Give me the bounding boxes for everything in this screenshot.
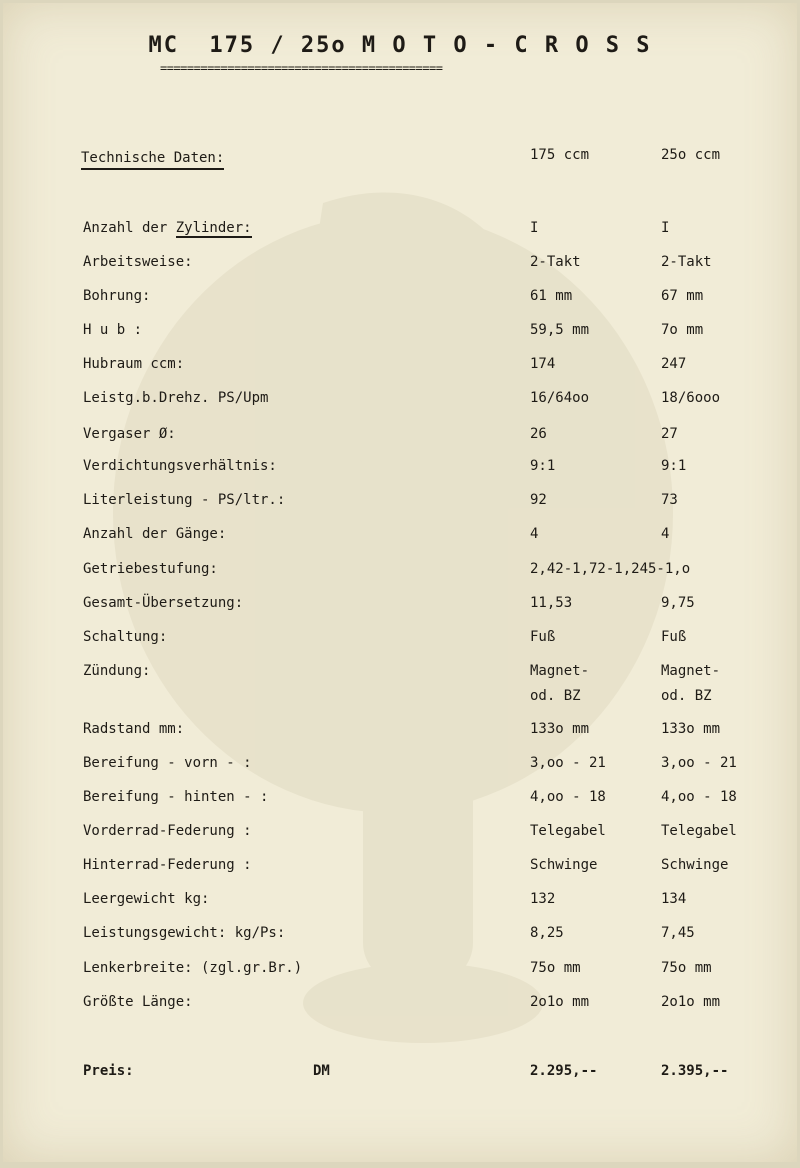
value-250: Telegabel bbox=[661, 823, 737, 839]
spec-label: Hubraum ccm: bbox=[83, 356, 185, 372]
spec-label: Lenkerbreite: (zgl.gr.Br.) bbox=[83, 960, 303, 976]
spec-label: Schaltung: bbox=[83, 629, 168, 645]
column-header-175: 175 ccm bbox=[530, 147, 590, 163]
value-250: 7,45 bbox=[661, 925, 695, 941]
value-250: 73 bbox=[661, 492, 678, 508]
spec-label: Größte Länge: bbox=[83, 994, 193, 1010]
price-250: 2.395,-- bbox=[661, 1063, 729, 1079]
spec-label: H u b : bbox=[83, 322, 143, 338]
value-175: 2o1o mm bbox=[530, 994, 590, 1010]
value-175: Fuß bbox=[530, 629, 556, 645]
value-175: 16/64oo bbox=[530, 390, 590, 406]
value-250: Magnet- od. BZ bbox=[661, 663, 721, 704]
value-250: 4 bbox=[661, 526, 670, 542]
spec-label: Vorderrad-Federung : bbox=[83, 823, 252, 839]
spec-label: Anzahl der Gänge: bbox=[83, 526, 227, 542]
value-250: 2-Takt bbox=[661, 254, 712, 270]
value-250: 134 bbox=[661, 891, 687, 907]
spec-label: Getriebestufung: bbox=[83, 561, 218, 577]
value-250: 3,oo - 21 bbox=[661, 755, 737, 771]
value-175: 2-Takt bbox=[530, 254, 581, 270]
spec-label: Verdichtungsverhältnis: bbox=[83, 458, 277, 474]
spec-label: Bereifung - hinten - : bbox=[83, 789, 269, 805]
value-175: 133o mm bbox=[530, 721, 590, 737]
value-175: Magnet- od. BZ bbox=[530, 663, 590, 704]
spec-label: Arbeitsweise: bbox=[83, 254, 193, 270]
spec-label: Radstand mm: bbox=[83, 721, 185, 737]
value-250: 18/6ooo bbox=[661, 390, 721, 406]
value-175: 4,oo - 18 bbox=[530, 789, 606, 805]
value-250: 67 mm bbox=[661, 288, 704, 304]
value-175: 132 bbox=[530, 891, 556, 907]
spec-sheet-page bbox=[3, 3, 797, 1162]
spec-label: Anzahl der Zylinder: bbox=[83, 220, 252, 236]
value-175: 4 bbox=[530, 526, 539, 542]
price-175: 2.295,-- bbox=[530, 1063, 598, 1079]
value-175: 3,oo - 21 bbox=[530, 755, 606, 771]
value-250: Schwinge bbox=[661, 857, 729, 873]
value-175: 59,5 mm bbox=[530, 322, 590, 338]
value-175: 26 bbox=[530, 426, 547, 442]
value-175: 92 bbox=[530, 492, 547, 508]
value-250: 7o mm bbox=[661, 322, 704, 338]
spec-label: Bohrung: bbox=[83, 288, 151, 304]
value-175: 174 bbox=[530, 356, 556, 372]
value-250: 2o1o mm bbox=[661, 994, 721, 1010]
page-title: MC 175 / 25o M O T O - C R O S S bbox=[148, 33, 652, 58]
spec-label: Literleistung - PS/ltr.: bbox=[83, 492, 286, 508]
value-175: 9:1 bbox=[530, 458, 556, 474]
value-250: 27 bbox=[661, 426, 678, 442]
value-250: 247 bbox=[661, 356, 687, 372]
zylinder-underlined: Zylinder: bbox=[175, 220, 252, 236]
value-175: 8,25 bbox=[530, 925, 564, 941]
value-250: 133o mm bbox=[661, 721, 721, 737]
value-175: Schwinge bbox=[530, 857, 598, 873]
spec-label: Leergewicht kg: bbox=[83, 891, 210, 907]
spec-label: Gesamt-Übersetzung: bbox=[83, 595, 244, 611]
spec-label: Bereifung - vorn - : bbox=[83, 755, 252, 771]
spec-label: Zündung: bbox=[83, 663, 151, 679]
value-175: 11,53 bbox=[530, 595, 573, 611]
value-175: 61 mm bbox=[530, 288, 573, 304]
currency-unit: DM bbox=[313, 1063, 330, 1079]
spec-label: Leistg.b.Drehz. PS/Upm bbox=[83, 390, 269, 406]
value-250: 9:1 bbox=[661, 458, 687, 474]
value-175: 75o mm bbox=[530, 960, 581, 976]
column-header-250: 25o ccm bbox=[661, 147, 721, 163]
value-250: 75o mm bbox=[661, 960, 712, 976]
price-label: Preis: bbox=[83, 1063, 134, 1079]
title-double-rule: ========================================== bbox=[160, 61, 443, 75]
value-spanning: 2,42-1,72-1,245-1,o bbox=[530, 561, 691, 577]
spec-label: Hinterrad-Federung : bbox=[83, 857, 252, 873]
section-heading: Technische Daten: bbox=[81, 150, 224, 170]
value-250: 4,oo - 18 bbox=[661, 789, 737, 805]
value-250: 9,75 bbox=[661, 595, 695, 611]
value-175: Telegabel bbox=[530, 823, 606, 839]
value-175: I bbox=[530, 220, 539, 236]
spec-label: Vergaser Ø: bbox=[83, 426, 176, 442]
value-250: I bbox=[661, 220, 670, 236]
value-250: Fuß bbox=[661, 629, 687, 645]
spec-label: Leistungsgewicht: kg/Ps: bbox=[83, 925, 286, 941]
